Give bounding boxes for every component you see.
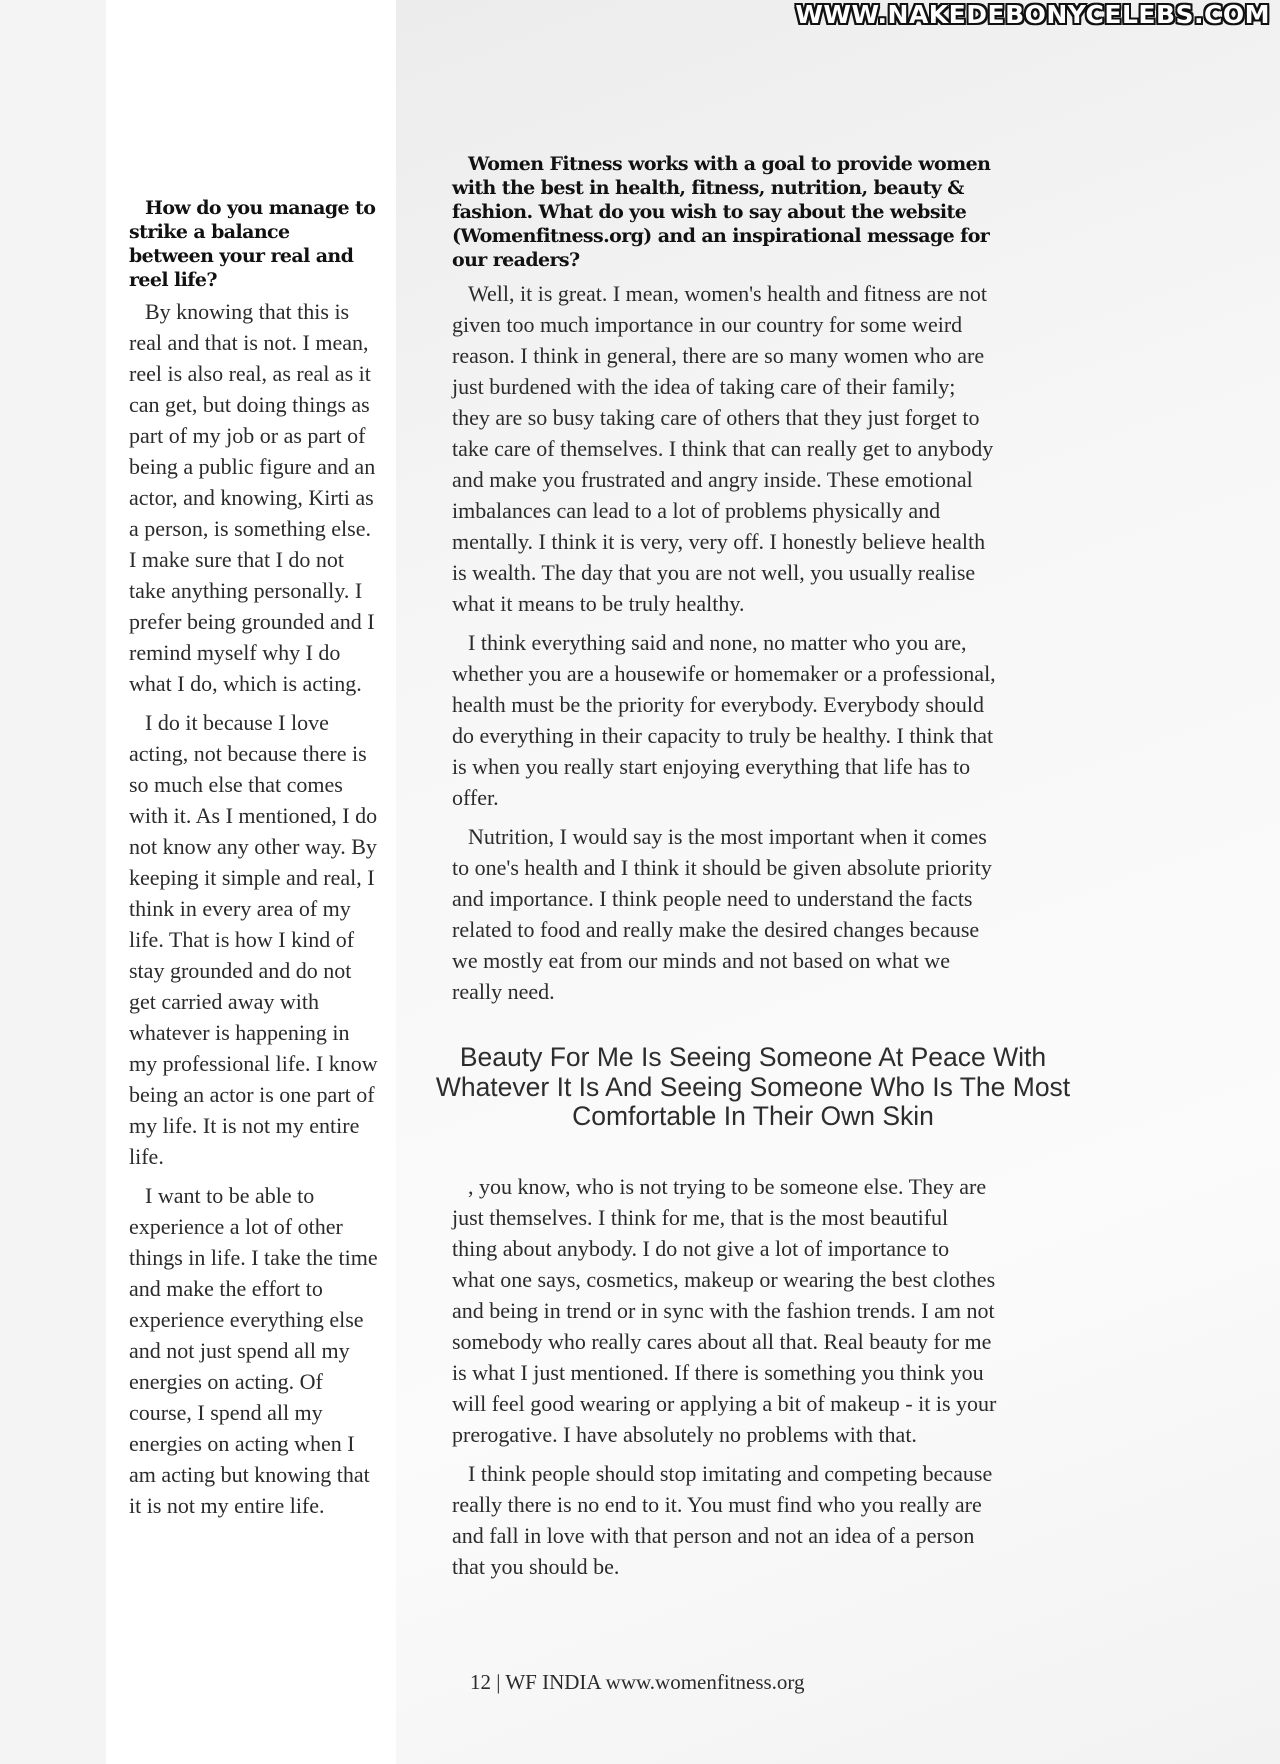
right-paragraph-1: Well, it is great. I mean, women's health and fitness are not given too much importance in our country for some weird reason. I think in general, there are so many women who are just burdened with the idea of taking care of their family; they are so busy taking care of others that they just forget to take care of themselves. I think that can really get to anybody and make you frustrated and angry inside. These emotional imbalances can lead to a lot of problems physically and mentally. I think it is very, very off. I honestly believe health is wealth. The day that you are not well, you usually realise what it means to be truly healthy. bbox=[452, 281, 994, 616]
left-question-heading: How do you manage to strike a balance between your real and reel life? bbox=[129, 197, 376, 291]
right-column bbox=[452, 152, 997, 1007]
right-paragraph-3: Nutrition, I would say is the most important when it comes to one's health and I think it should be given absolute priority and importance. I think people need to understand the facts related to food and really make the desired changes because we mostly eat from our minds and not based on what we really need. bbox=[452, 824, 992, 1004]
continuation-column bbox=[452, 1171, 997, 1582]
left-column bbox=[129, 196, 379, 1521]
pull-quote: Beauty For Me Is Seeing Someone At Peace With Whatever It Is And Seeing Someone Who Is The Most Comfortable In Their Own Skin bbox=[435, 1042, 1071, 1131]
left-paragraph-3: I want to be able to experience a lot of other things in life. I take the time and make the effort to experience everything else and not just spend all my energies on acting. Of course, I spend all my energies on acting when I am acting but knowing that it is not my entire life. bbox=[129, 1183, 378, 1518]
left-paragraph-2: I do it because I love acting, not because there is so much else that comes with it. As I mentioned, I do not know any other way. By keeping it simple and real, I think in every area of my life. That is how I kind of stay grounded and do not get carried away with whatever is happening in my professional life. I know being an actor is one part of my life. It is not my entire life. bbox=[129, 710, 378, 1169]
page-margin-strip bbox=[0, 0, 106, 1764]
continuation-paragraph-2: I think people should stop imitating and competing because really there is no end to it. You must find who you really are and fall in love with that person and not an idea of a person that you should be. bbox=[452, 1461, 993, 1579]
right-paragraph-2: I think everything said and none, no matter who you are, whether you are a housewife or homemaker or a professional, health must be the priority for everybody. Everybody should do everything in their capacity to truly be healthy. I think that is when you really start enjoying everything that life has to offer. bbox=[452, 630, 996, 810]
watermark: WWW.NAKEDEBONYCELEBS.COM bbox=[795, 0, 1270, 29]
page-footer: 12 | WF INDIA www.womenfitness.org bbox=[470, 1670, 805, 1694]
right-question-heading: Women Fitness works with a goal to provide women with the best in health, fitness, nutrition, beauty & fashion. What do you wish to say about the website (Womenfitness.org) and an inspirational message for our readers? bbox=[452, 153, 991, 271]
continuation-paragraph-1: , you know, who is not trying to be someone else. They are just themselves. I think for me, that is the most beautiful thing about anybody. I do not give a lot of importance to what one says, cosmetics, makeup or wearing the best clothes and being in trend or in sync with the fashion trends. I am not somebody who really cares about all that. Real beauty for me is what I just mentioned. If there is something you think you will feel good wearing or applying a bit of makeup - it is your prerogative. I have absolutely no problems with that. bbox=[452, 1174, 997, 1447]
left-paragraph-1: By knowing that this is real and that is not. I mean, reel is also real, as real as it can get, but doing things as part of my job or as part of being a public figure and an actor, and knowing, Kirti as a person, is something else. I make sure that I do not take anything personally. I prefer being grounded and I remind myself why I do what I do, which is acting. bbox=[129, 299, 376, 696]
